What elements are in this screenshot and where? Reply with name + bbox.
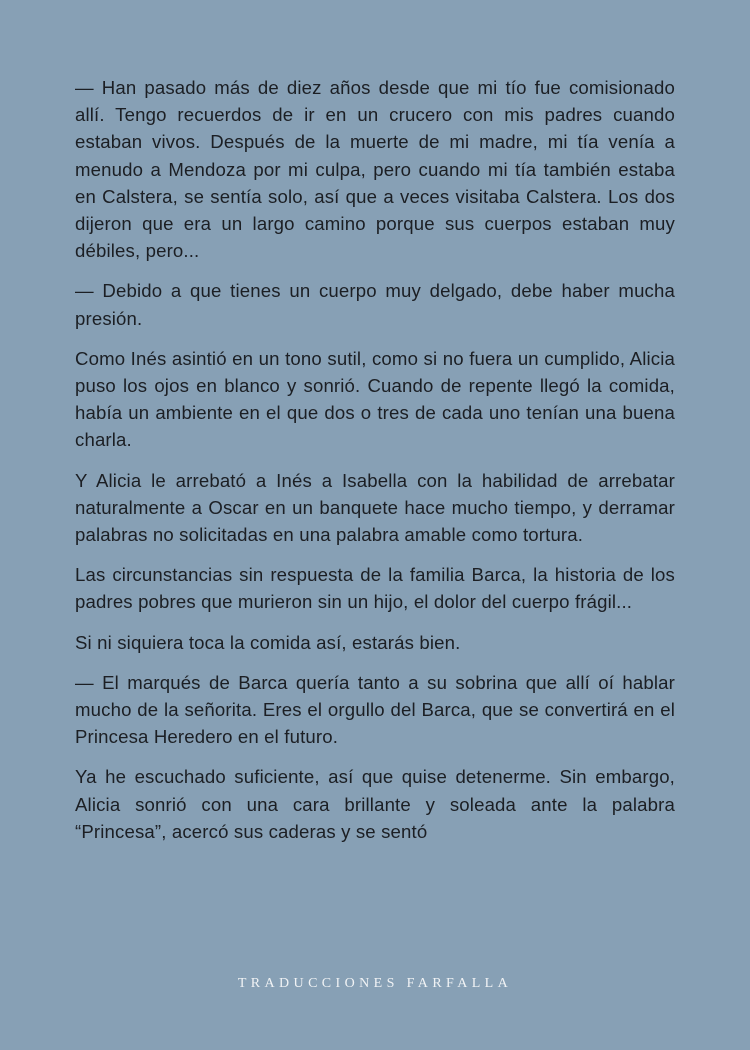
- paragraph-7: — El marqués de Barca quería tanto a su sobrina que allí oí hablar mucho de la señorita. Eres el orgullo del Barca, que se convertirá en el Princesa Heredero en el futuro.: [75, 671, 675, 748]
- footer-credit: TRADUCCIONES FARFALLA: [237, 976, 513, 991]
- paragraph-1: — Han pasado más de diez años desde que mi tío fue comisionado allí. Tengo recuerdos de ir en un crucero con mis padres cuando estaban vivos. Después de la muerte de mi madre, mi tía venía a menudo a Mendoza por mi culpa, pero cuando mi tía también estaba en Calstera, se sentía solo, así que a veces visitaba Calstera. Los dos dijeron que era un largo camino porque sus cuerpos estaban muy débiles, pero...: [75, 77, 675, 262]
- page-body: [75, 74, 675, 858]
- paragraph-5: Las circunstancias sin respuesta de la familia Barca, la historia de los padres pobres que murieron sin un hijo, el dolor del cuerpo frágil...: [75, 564, 675, 613]
- paragraph-6: Si ni siquiera toca la comida así, estarás bien.: [75, 631, 461, 653]
- paragraph-4: Y Alicia le arrebató a Inés a Isabella con la habilidad de arrebatar naturalmente a Oscar en un banquete hace mucho tiempo, y derramar palabras no solicitadas en una palabra amable como tortura.: [75, 469, 675, 546]
- paragraph-3: Como Inés asintió en un tono sutil, como si no fuera un cumplido, Alicia puso los ojos en blanco y sonrió. Cuando de repente llegó la comida, había un ambiente en el que dos o tres de cada uno tenían una buena charla.: [75, 347, 675, 451]
- paragraph-8: Ya he escuchado suficiente, así que quise detenerme. Sin embargo, Alicia sonrió con una cara brillante y soleada ante la palabra “Princesa”, acercó sus caderas y se sentó: [75, 766, 675, 842]
- paragraph-2: — Debido a que tienes un cuerpo muy delgado, debe haber mucha presión.: [75, 280, 675, 329]
